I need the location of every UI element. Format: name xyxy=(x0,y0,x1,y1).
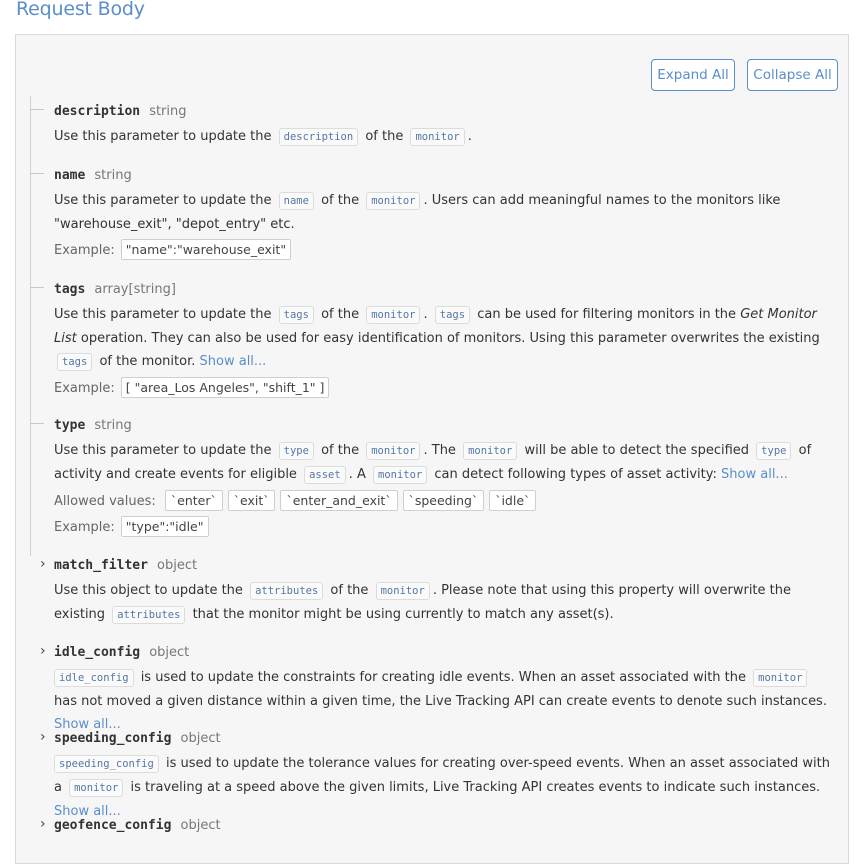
param-name-field xyxy=(54,164,837,262)
param-name[interactable]: match_filter xyxy=(54,558,148,573)
code-chip: monitor xyxy=(376,582,430,600)
tree-tick xyxy=(30,109,44,110)
code-chip: attributes xyxy=(112,606,185,624)
show-all-link[interactable]: Show all... xyxy=(54,804,121,819)
param-type: string xyxy=(94,418,132,433)
param-type: object xyxy=(180,731,221,746)
allowed-value: `idle` xyxy=(489,490,536,511)
example-value: [ "area_Los Angeles", "shift_1" ] xyxy=(121,377,330,398)
param-description-text: Use this object to update the attributes of the monitor . Please note that using this property will overwrite the existing attributes that the monitor might be using currently to match any asset(s). xyxy=(54,583,791,622)
allowed-value: `enter` xyxy=(165,490,223,511)
tree-line xyxy=(30,96,31,556)
param-name[interactable]: geofence_config xyxy=(54,818,172,833)
param-geofence-config xyxy=(40,814,837,833)
collapse-all-button[interactable]: Collapse All xyxy=(747,59,838,91)
param-idle-config xyxy=(40,641,837,736)
example-row: Example: [ "area_Los Angeles", "shift_1" ] xyxy=(54,377,837,400)
example-value: "name":"warehouse_exit" xyxy=(121,239,291,260)
example-value: "type":"idle" xyxy=(121,516,209,537)
code-chip: type xyxy=(756,442,791,460)
param-description-text: Use this parameter to update the tags of the monitor . tags can be used for filtering monitors in the Get Monitor List operation. They can also be used for easy identification of monitors. Using this parameter overwrites the existing tags of the monitor. Show all... xyxy=(54,307,820,369)
param-description-text: Use this parameter to update the type of the monitor . The monitor will be able to detect the specified type of activity and create events for eligible asset . A monitor can detect following types of asset activity: Show all... xyxy=(54,443,812,482)
code-chip: monitor xyxy=(366,306,420,324)
chevron-right-icon[interactable]: › xyxy=(40,556,46,572)
param-type: string xyxy=(94,168,132,183)
code-chip: tags xyxy=(57,353,92,371)
allowed-value: `exit` xyxy=(228,490,276,511)
param-description-text: Use this parameter to update the name of the monitor . Users can add meaningful names to the monitors like "warehouse_exit", "depot_entry" etc. xyxy=(54,193,781,232)
param-name: tags xyxy=(54,282,86,297)
code-chip: speeding_config xyxy=(54,755,159,773)
param-type: object xyxy=(157,558,198,573)
param-name: description xyxy=(54,104,141,119)
param-name: type xyxy=(54,418,86,433)
tree-tick xyxy=(30,173,44,174)
param-name: name xyxy=(54,168,86,183)
code-chip: tags xyxy=(435,306,470,324)
param-type: object xyxy=(180,818,221,833)
param-type: string xyxy=(149,104,187,119)
code-chip: name xyxy=(279,192,314,210)
param-description-text: speeding_config is used to update the tolerance values for creating over-speed events. When an asset associated with a monitor is traveling at a speed above the given limits, Live Tracking API creates events to indicate such instances. Show all... xyxy=(54,756,830,819)
param-tags xyxy=(54,278,837,400)
param-match-filter xyxy=(40,554,837,627)
code-chip: description xyxy=(279,128,359,146)
expand-all-button[interactable]: Expand All xyxy=(651,59,735,91)
page-title: Request Body xyxy=(16,0,145,20)
code-chip: asset xyxy=(304,466,346,484)
show-all-link[interactable]: Show all... xyxy=(199,354,267,369)
show-all-link[interactable]: Show all... xyxy=(54,717,121,732)
code-chip: tags xyxy=(279,306,314,324)
param-name[interactable]: idle_config xyxy=(54,645,141,660)
code-chip: monitor xyxy=(366,192,420,210)
code-chip: monitor xyxy=(366,442,420,460)
allowed-value: `enter_and_exit` xyxy=(280,490,397,511)
example-row: Example: "type":"idle" xyxy=(54,516,837,539)
code-chip: idle_config xyxy=(54,669,134,687)
example-row: Example: "name":"warehouse_exit" xyxy=(54,239,837,262)
chevron-right-icon[interactable]: › xyxy=(40,816,46,832)
chevron-right-icon[interactable]: › xyxy=(40,643,46,659)
param-name[interactable]: speeding_config xyxy=(54,731,172,746)
param-type: array[string] xyxy=(94,282,176,297)
tree-tick xyxy=(30,287,44,288)
code-chip: monitor xyxy=(753,669,807,687)
allowed-values-row: Allowed values: `enter` `exit` `enter_and_exit` `speeding` `idle` xyxy=(54,490,837,513)
param-description-text: Use this parameter to update the description of the monitor . xyxy=(54,129,472,144)
code-chip: type xyxy=(279,442,314,460)
param-speeding-config xyxy=(40,727,837,823)
code-chip: monitor xyxy=(463,442,517,460)
tree-tick xyxy=(30,423,44,424)
param-type: object xyxy=(149,645,190,660)
code-chip: monitor xyxy=(69,779,123,797)
chevron-right-icon[interactable]: › xyxy=(40,729,46,745)
code-chip: monitor xyxy=(373,466,427,484)
param-description-text: idle_config is used to update the constraints for creating idle events. When an asset associated with the monitor has not moved a given distance within a given time, the Live Tracking API can create events to denote such instances. Show all... xyxy=(54,670,827,732)
allowed-value: `speeding` xyxy=(403,490,485,511)
code-chip: monitor xyxy=(410,128,464,146)
param-description xyxy=(54,100,837,149)
param-type-field xyxy=(54,414,837,539)
code-chip: attributes xyxy=(250,582,323,600)
show-all-link[interactable]: Show all... xyxy=(721,467,788,482)
